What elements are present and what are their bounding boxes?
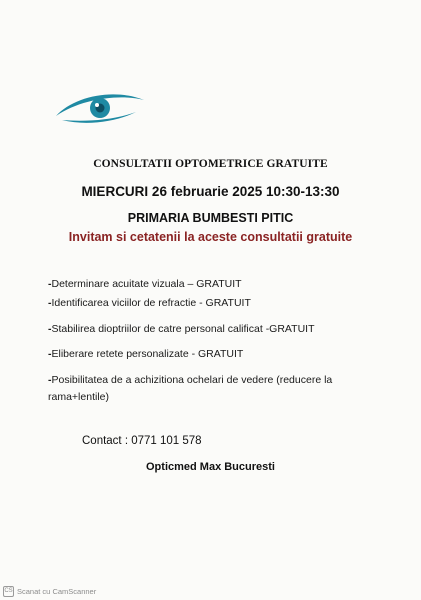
eye-icon — [52, 86, 148, 130]
organizer: PRIMARIA BUMBESTI PITIC — [127, 211, 294, 225]
service-item — [48, 346, 388, 363]
bullet-dash: - — [48, 278, 52, 290]
service-item — [48, 372, 348, 406]
camscanner-icon: CS — [3, 586, 14, 597]
bullet-dash: - — [48, 348, 52, 360]
event-date: MIERCURI 26 februarie 2025 10:30-13:30 — [81, 184, 340, 199]
bullet-dash: - — [48, 323, 52, 335]
company-name: Opticmed Max Bucuresti — [146, 461, 275, 473]
service-text: Stabilirea dioptriilor de catre personal calificat -GRATUIT — [51, 323, 315, 335]
scanner-watermark — [3, 586, 96, 597]
bullet-dash: - — [48, 374, 52, 386]
scanner-text: Scanat cu CamScanner — [17, 587, 97, 596]
service-item — [48, 295, 388, 312]
service-text: Eliberare retete personalizate - GRATUIT — [51, 348, 244, 360]
service-item — [48, 276, 388, 293]
service-item — [48, 321, 388, 338]
page-title: CONSULTATII OPTOMETRICE GRATUITE — [93, 158, 328, 170]
service-text: Determinare acuitate vizuala – GRATUIT — [51, 278, 242, 290]
contact-phone: Contact : 0771 101 578 — [82, 435, 202, 447]
service-text: Posibilitatea de a achizitiona ochelari de vedere (reducere la rama+lentile) — [48, 374, 333, 403]
invitation-text: Invitam si cetatenii la aceste consultatii gratuite — [68, 230, 353, 244]
service-text: Identificarea viciilor de refractie - GRATUIT — [51, 297, 251, 309]
bullet-dash: - — [48, 297, 52, 309]
